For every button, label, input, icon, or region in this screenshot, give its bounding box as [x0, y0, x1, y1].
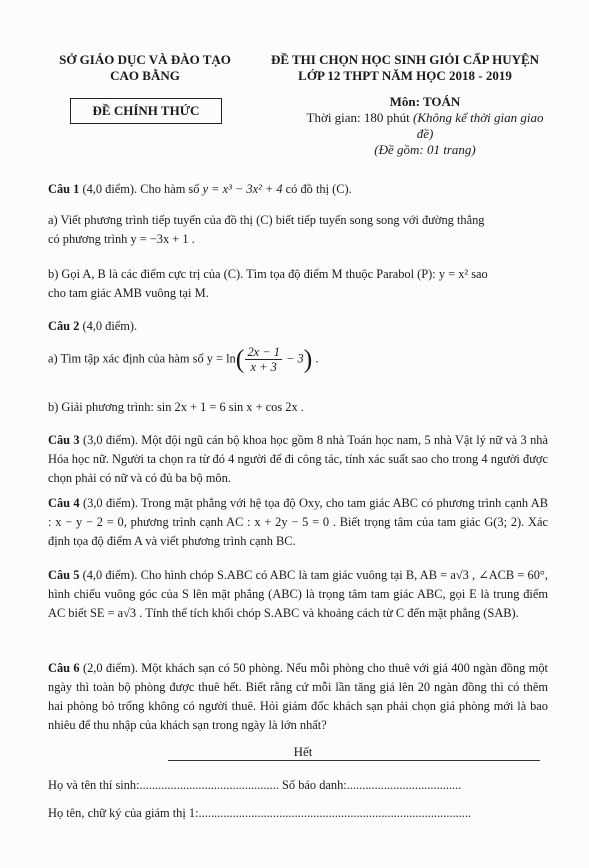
question-1-part-a-line1: a) Viết phương trình tiếp tuyến của đồ thị (C) biết tiếp tuyến song song với đường thẳng — [48, 213, 485, 227]
end-divider — [168, 760, 540, 761]
fraction-denominator: x + 3 — [250, 360, 277, 374]
question-2-part-a-tail: − 3 — [282, 351, 304, 366]
pages-note: (Đề gồm: 01 trang) — [374, 142, 476, 157]
question-3-points: (3,0 điểm). — [82, 433, 138, 447]
subject-block — [300, 94, 550, 158]
left-paren-icon: ( — [235, 344, 245, 374]
candidate-info-row: Họ và tên thí sinh:............................................. Số báo danh:..................................... — [48, 778, 462, 792]
question-6-label: Câu 6 — [48, 661, 80, 675]
question-2-part-a-text: a) Tìm tập xác định của hàm số y = ln — [48, 351, 236, 366]
question-4-label: Câu 4 — [48, 496, 80, 510]
exam-title-line2: LỚP 12 THPT NĂM HỌC 2018 - 2019 — [298, 68, 512, 83]
time-note: (Không kể thời gian giao đề) — [413, 110, 544, 141]
question-5 — [48, 566, 548, 623]
exam-title — [255, 52, 555, 84]
question-1-part-b-line1: b) Gọi A, B là các điểm cực trị của (C). Tìm tọa độ điểm M thuộc Parabol (P): y = x² sao — [48, 267, 488, 281]
question-4 — [48, 494, 548, 551]
question-2-stem — [48, 317, 548, 336]
question-5-label: Câu 5 — [48, 568, 80, 582]
question-6 — [48, 659, 548, 735]
question-3-text: Một đội ngũ cán bộ khoa học gồm 8 nhà Toán học nam, 5 nhà Vật lý nữ và 3 nhà Hóa học nữ. Người ta chọn ra từ đó 4 người để đi công tác, tính xác suất sao cho trong 4 người được chọn phải có nữ và có đủ ba bộ môn. — [48, 433, 548, 485]
exam-title-line1: ĐỀ THI CHỌN HỌC SINH GIỎI CẤP HUYỆN — [270, 52, 540, 67]
question-2-part-b: b) Giải phương trình: sin 2x + 1 = 6 sin x + cos 2x . — [48, 400, 304, 414]
question-1-part-b-line2: cho tam giác AMB vuông tại M. — [48, 286, 209, 300]
question-4-text: Trong mặt phẳng với hệ tọa độ Oxy, cho tam giác ABC có phương trình cạnh AB : x − y − 2 = 0, phương trình cạnh AC : x + 2y − 5 = 0 . Biết trọng tâm của tam giác G(3; 2). Xác định tọa độ điểm A và viết phương trình cạnh BC. — [48, 496, 548, 548]
fraction-numerator: 2x − 1 — [247, 345, 280, 359]
question-5-text: Cho hình chóp S.ABC có ABC là tam giác vuông tại B, AB = a√3 , ∠ACB = 60°, hình chiếu vuông góc của S lên mặt phẳng (ABC) là trọng tâm tam giác ABC, gọi E là trung điểm AC biết SE = a√3 . Tính thể tích khối chóp S.ABC và khoảng cách từ C đến mặt phẳng (SAB). — [48, 568, 548, 620]
question-1-label: Câu 1 — [48, 182, 80, 196]
time-prefix: Thời gian: 180 phút — [306, 110, 414, 125]
supervisor-row: Họ tên, chữ ký của giám thị 1:........................................................................................ — [48, 806, 472, 820]
question-1-points: (4,0 điểm). — [82, 182, 138, 196]
question-1-intro: Cho hàm số — [137, 182, 203, 196]
time-limit — [300, 110, 550, 142]
question-2-points: (4,0 điểm). — [82, 319, 138, 333]
question-6-text: Một khách sạn có 50 phòng. Nếu mỗi phòng cho thuê với giá 400 ngàn đồng một ngày thì toàn bộ phòng được thuê hết. Biết rằng cứ mỗi lần tăng giá lên 20 ngàn đồng thì có thêm hai phòng bỏ trống không có người thuê. Hỏi giám đốc khách sạn phải chọn giá phòng mới là bao nhiêu để thu nhập của khách sạn trong ngày là lớn nhất? — [48, 661, 548, 732]
question-5-points: (4,0 điểm). — [82, 568, 138, 582]
question-1-function: y = x³ − 3x² + 4 — [202, 182, 283, 196]
question-1-part-a-line2: có phương trình y = −3x + 1 . — [48, 232, 195, 246]
question-1-intro-tail: có đồ thị (C). — [282, 182, 352, 196]
question-4-points: (3,0 điểm). — [83, 496, 139, 510]
question-3-label: Câu 3 — [48, 433, 80, 447]
question-1-part-a — [48, 211, 548, 249]
official-stamp-box: ĐỀ CHÍNH THỨC — [70, 98, 222, 124]
question-6-points: (2,0 điểm). — [82, 661, 138, 675]
question-2-part-a: a) Tìm tập xác định của hàm số y = ln( $\frac{2x - 1}{x + 3}$ − 3) . — [48, 344, 319, 374]
end-label: Hết — [288, 744, 318, 760]
right-paren-icon: ) — [303, 344, 313, 374]
question-1-stem — [48, 180, 548, 199]
question-1-part-b — [48, 265, 548, 303]
department-name: SỞ GIÁO DỤC VÀ ĐÀO TẠO — [59, 52, 231, 67]
subject-name: Môn: TOÁN — [389, 94, 461, 109]
question-3 — [48, 431, 548, 488]
question-2-label: Câu 2 — [48, 319, 80, 333]
department-province: CAO BẰNG — [110, 68, 180, 83]
department-header — [40, 52, 250, 84]
log-argument-fraction — [245, 345, 281, 374]
